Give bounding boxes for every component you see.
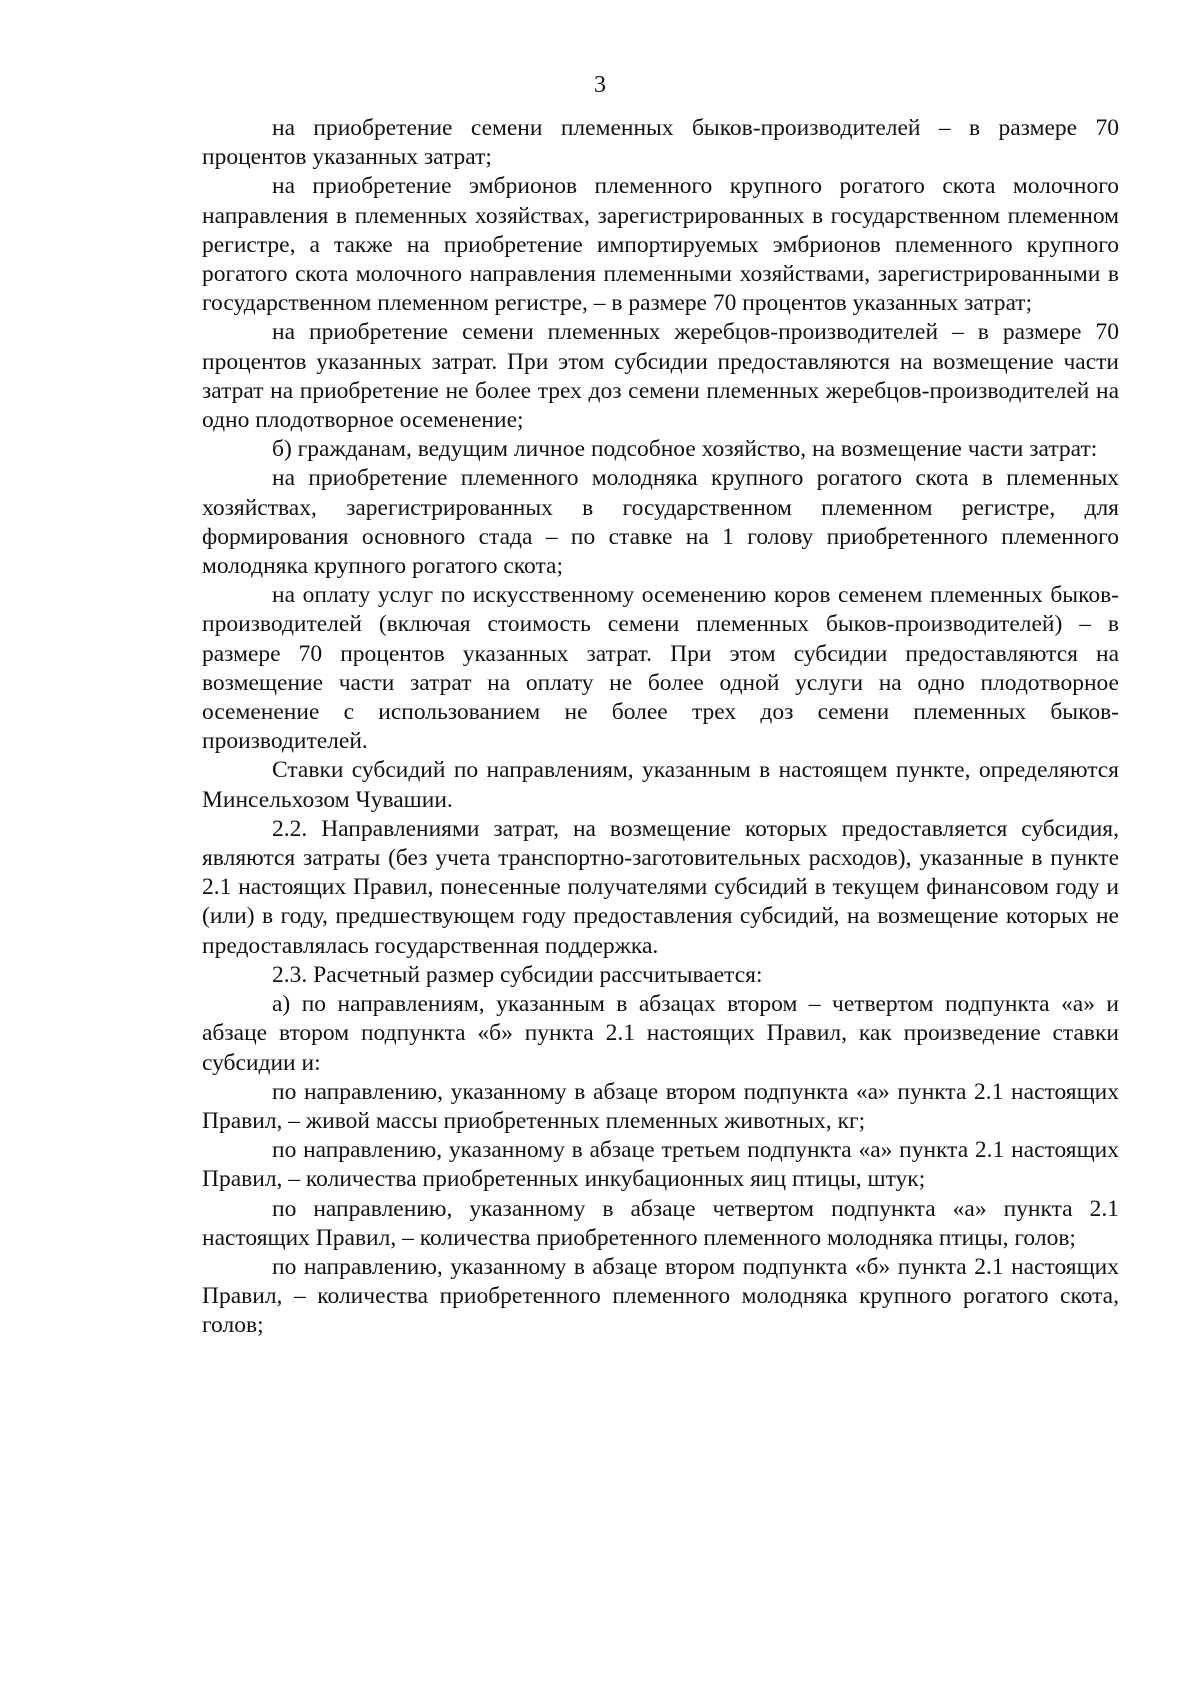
- paragraph: а) по направлениям, указанным в абзацах втором – четвертом подпункта «а» и абзаце втором подпункта «б» пункта 2.1 настоящих Правил, как произведение ставки субсидии и:: [202, 991, 1119, 1076]
- paragraph: на приобретение племенного молодняка крупного рогатого скота в племенных хозяйствах, зарегистрированных в государственном племенном регистре, для формирования основного стада – по ставке на 1 голову приобретенного племенного молодняка крупного рогатого скота;: [202, 465, 1119, 580]
- paragraph: по направлению, указанному в абзаце четвертом подпункта «а» пункта 2.1 настоящих Правил, – количества приобретенного племенного молодняка птицы, голов;: [202, 1195, 1119, 1251]
- paragraph: на приобретение семени племенных быков-производителей – в размере 70 процентов указанных затрат;: [202, 115, 1119, 171]
- paragraph: на оплату услуг по искусственному осеменению коров семенем племенных быков-производителей (включая стоимость семени племенных быков-производителей) – в размере 70 процентов указанных затрат. При этом субсидии предоставляются на возмещение части затрат на оплату не более одной услуги на одно плодотворное осеменение с использованием не более трех доз семени племенных быков-производителей.: [202, 582, 1119, 755]
- document-body: [202, 114, 1119, 1341]
- paragraph: по направлению, указанному в абзаце втором подпункта «б» пункта 2.1 настоящих Правил, – количества приобретенного племенного молодняка крупного рогатого скота, голов;: [202, 1253, 1119, 1339]
- paragraph: б) гражданам, ведущим личное подсобное хозяйство, на возмещение части затрат:: [272, 436, 1098, 463]
- paragraph: на приобретение эмбрионов племенного крупного рогатого скота молочного направления в племенных хозяйствах, зарегистрированных в государственном племенном регистре, а также на приобретение импортируемых эмбрионов племенного крупного рогатого скота молочного направления племенными хозяйствами, зарегистрированными в государственном племенном регистре, – в размере 70 процентов указанных затрат;: [202, 173, 1119, 317]
- paragraph: по направлению, указанному в абзаце втором подпункта «а» пункта 2.1 настоящих Правил, – живой массы приобретенных племенных животных, кг;: [202, 1078, 1119, 1134]
- paragraph: Ставки субсидий по направлениям, указанным в настоящем пункте, определяются Минсельхозом Чувашии.: [202, 757, 1119, 813]
- page-number: 3: [594, 72, 606, 98]
- paragraph: 2.3. Расчетный размер субсидии рассчитывается:: [272, 961, 763, 988]
- paragraph: 2.2. Направлениями затрат, на возмещение которых предоставляется субсидия, являются затраты (без учета транспортно-заготовительных расходов), указанные в пункте 2.1 настоящих Правил, понесенные получателями субсидий в текущем финансовом году и (или) в году, предшествующем году предоставления субсидий, на возмещение которых не предоставлялась государственная поддержка.: [202, 815, 1119, 959]
- paragraph: по направлению, указанному в абзаце третьем подпункта «а» пункта 2.1 настоящих Правил, – количества приобретенных инкубационных яиц птицы, штук;: [202, 1137, 1119, 1193]
- paragraph: на приобретение семени племенных жеребцов-производителей – в размере 70 процентов указанных затрат. При этом субсидии предоставляются на возмещение части затрат на приобретение не более трех доз семени племенных жеребцов-производителей на одно плодотворное осеменение;: [202, 319, 1119, 434]
